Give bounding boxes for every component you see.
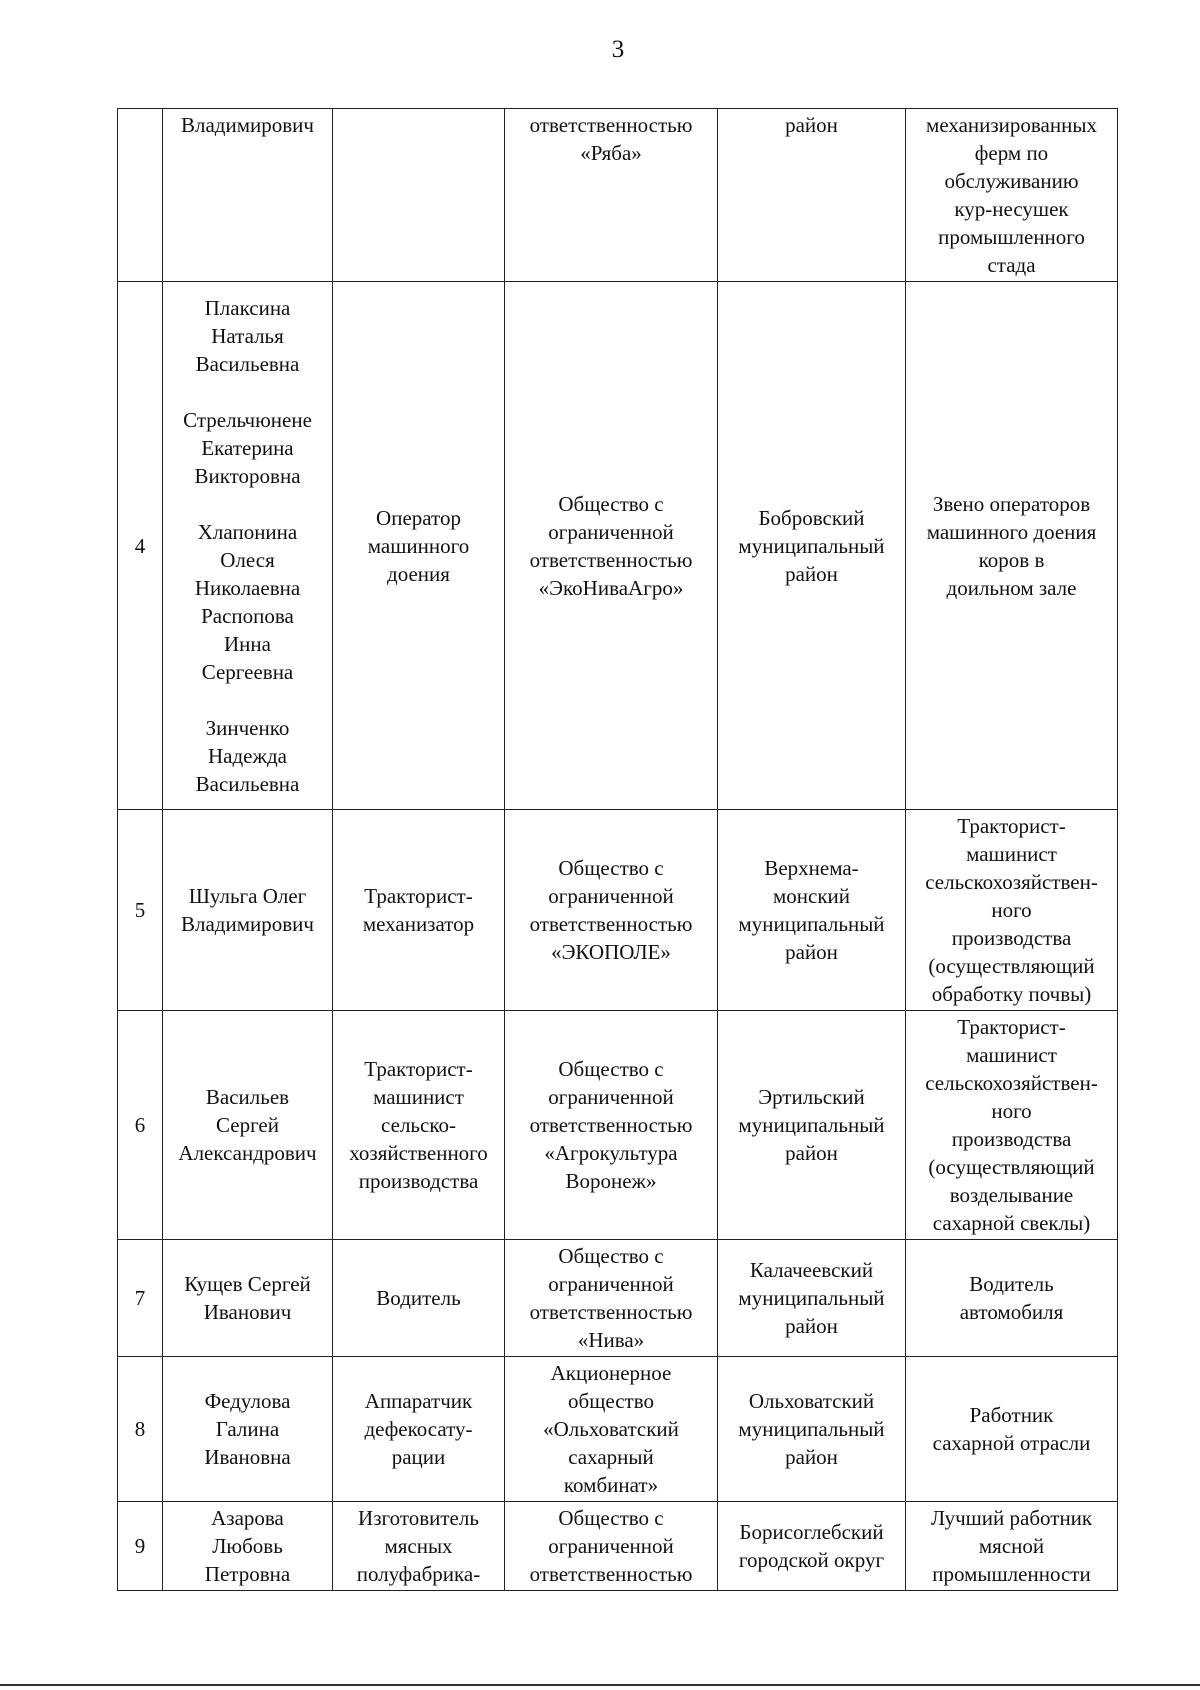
name-cell: Плаксина Наталья Васильевна Стрельчюнене Екатерина Викторовна Хлапонина Олеся Николаевна Распопова Инна Сергеевна Зинченко Надежда Васильевна: [163, 282, 333, 810]
profession-cell: Тракторист- машинист сельско- хозяйственного производства: [333, 1011, 505, 1240]
district-cell: Калачеевский муниципальный район: [718, 1240, 906, 1357]
profession-cell: [333, 109, 505, 282]
page-number: 3: [611, 36, 625, 63]
row-number-cell: 7: [118, 1240, 163, 1357]
page-bottom-rule: [0, 1684, 1200, 1686]
nomination-cell: Тракторист- машинист сельскохозяйствен- ного производства (осуществляющий обработку почвы): [906, 810, 1118, 1011]
organization-cell: Акционерное общество «Ольховатский сахарный комбинат»: [505, 1357, 718, 1502]
organization-cell: Общество с ограниченной ответственностью «Нива»: [505, 1240, 718, 1357]
nomination-cell: механизированных ферм по обслуживанию кур-несушек промышленного стада: [906, 109, 1118, 282]
nominees-table: [117, 108, 1118, 1591]
row-number-cell: 5: [118, 810, 163, 1011]
district-cell: Борисоглебский городской округ: [718, 1502, 906, 1591]
table-row: [118, 810, 1118, 1011]
nomination-cell: Звено операторов машинного доения коров в доильном зале: [906, 282, 1118, 810]
name-cell: Владимирович: [163, 109, 333, 282]
row-number-cell: [118, 109, 163, 282]
organization-cell: Общество с ограниченной ответственностью «ЭкоНиваАгро»: [505, 282, 718, 810]
profession-cell: Тракторист- механизатор: [333, 810, 505, 1011]
nomination-cell: Тракторист- машинист сельскохозяйствен- ного производства (осуществляющий возделывание сахарной свеклы): [906, 1011, 1118, 1240]
profession-cell: Оператор машинного доения: [333, 282, 505, 810]
organization-cell: Общество с ограниченной ответственностью «ЭКОПОЛЕ»: [505, 810, 718, 1011]
name-cell: Шульга Олег Владимирович: [163, 810, 333, 1011]
name-cell: Васильев Сергей Александрович: [163, 1011, 333, 1240]
nomination-cell: Лучший работник мясной промышленности: [906, 1502, 1118, 1591]
row-number-cell: 6: [118, 1011, 163, 1240]
table-row: [118, 1357, 1118, 1502]
district-cell: Эртильский муниципальный район: [718, 1011, 906, 1240]
table-row: [118, 282, 1118, 810]
organization-cell: Общество с ограниченной ответственностью «Агрокультура Воронеж»: [505, 1011, 718, 1240]
district-cell: Верхнема- монский муниципальный район: [718, 810, 906, 1011]
row-number-cell: 8: [118, 1357, 163, 1502]
district-cell: район: [718, 109, 906, 282]
nomination-cell: Водитель автомобиля: [906, 1240, 1118, 1357]
nomination-cell: Работник сахарной отрасли: [906, 1357, 1118, 1502]
name-cell: Федулова Галина Ивановна: [163, 1357, 333, 1502]
row-number-cell: 4: [118, 282, 163, 810]
organization-cell: Общество с ограниченной ответственностью: [505, 1502, 718, 1591]
table-row: [118, 109, 1118, 282]
profession-cell: Изготовитель мясных полуфабрика-: [333, 1502, 505, 1591]
profession-cell: Аппаратчик дефекосату- рации: [333, 1357, 505, 1502]
name-cell: Азарова Любовь Петровна: [163, 1502, 333, 1591]
table-row: [118, 1011, 1118, 1240]
row-number-cell: 9: [118, 1502, 163, 1591]
district-cell: Бобровский муниципальный район: [718, 282, 906, 810]
profession-cell: Водитель: [333, 1240, 505, 1357]
organization-cell: ответственностью «Ряба»: [505, 109, 718, 282]
district-cell: Ольховатский муниципальный район: [718, 1357, 906, 1502]
name-cell: Кущев Сергей Иванович: [163, 1240, 333, 1357]
table-row: [118, 1502, 1118, 1591]
table-row: [118, 1240, 1118, 1357]
